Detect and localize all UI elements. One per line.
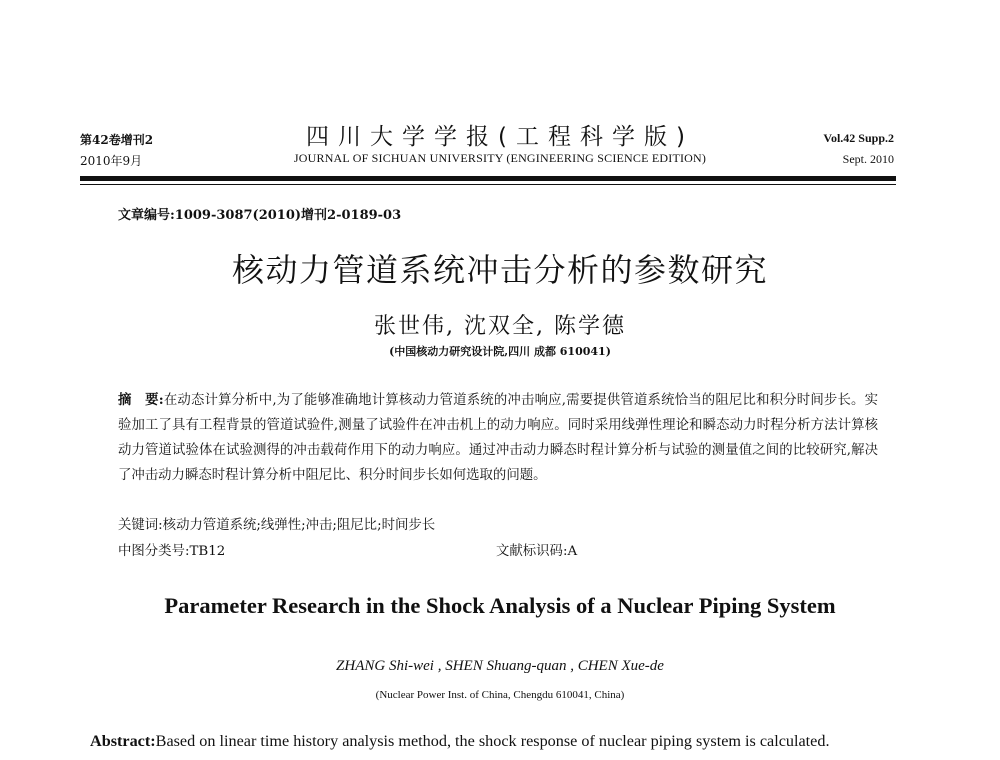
abstract-label-en: Abstract: — [90, 732, 156, 750]
abstract-text-en: Based on linear time history analysis method, the shock response of nuclear piping system is calculated. — [155, 732, 830, 750]
header-rule-thin — [80, 184, 896, 185]
affiliation-cn: (中国核动力研究设计院,四川 成都 610041) — [389, 345, 611, 358]
article-number: 文章编号:1009-3087(2010)增刊2-0189-03 — [118, 208, 402, 223]
publication-date-en: Sept. 2010 — [842, 152, 894, 166]
publication-date: 2010年9月 — [80, 154, 143, 168]
keywords-cn: 关键词:核动力管道系统;线弹性;冲击;阻尼比;时间步长 — [118, 518, 436, 533]
class-number: 中图分类号:TB12 — [118, 544, 226, 559]
authors-en: ZHANG Shi-wei , SHEN Shuang-quan , CHEN Xue-de — [336, 658, 664, 674]
abstract-text-cn: 在动态计算分析中,为了能够准确地计算核动力管道系统的冲击响应,需要提供管道系统恰当的阻尼比和积分时间步长。实验加工了具有工程背景的管道试验件,测量了试验件在冲击机上的动力响应。同时采用线弹性理论和瞬态动力时程分析方法计算核动力管道试验体在试验测得的冲击载荷作用下的动力响应。通过冲击动力瞬态时程计算分析与试验的测量值之间的比较研究,解决了冲击动力瞬态时程计算分析中阻尼比、积分时间步长如何选取的问题。 — [118, 393, 878, 483]
abstract-label-cn: 摘 要: — [118, 392, 164, 408]
journal-title-cn: 四川大学学报(工程科学版) — [306, 124, 694, 150]
volume-issue-en: Vol.42 Supp.2 — [823, 131, 894, 145]
journal-title-en: JOURNAL OF SICHUAN UNIVERSITY (ENGINEERING SCIENCE EDITION) — [293, 151, 707, 165]
affiliation-en: (Nuclear Power Inst. of China, Chengdu 610041, China) — [375, 689, 625, 701]
header-rule-thick — [80, 176, 896, 181]
paper-title-en: Parameter Research in the Shock Analysis of a Nuclear Piping System — [164, 593, 836, 618]
volume-issue: 第42卷增刊2 — [80, 133, 154, 147]
paper-title-cn: 核动力管道系统冲击分析的参数研究 — [231, 251, 768, 289]
document-code: 文献标识码:A — [496, 544, 578, 559]
authors-cn: 张世伟, 沈双全, 陈学德 — [374, 314, 626, 339]
abstract-cn — [118, 388, 878, 488]
abstract-en — [90, 732, 920, 751]
